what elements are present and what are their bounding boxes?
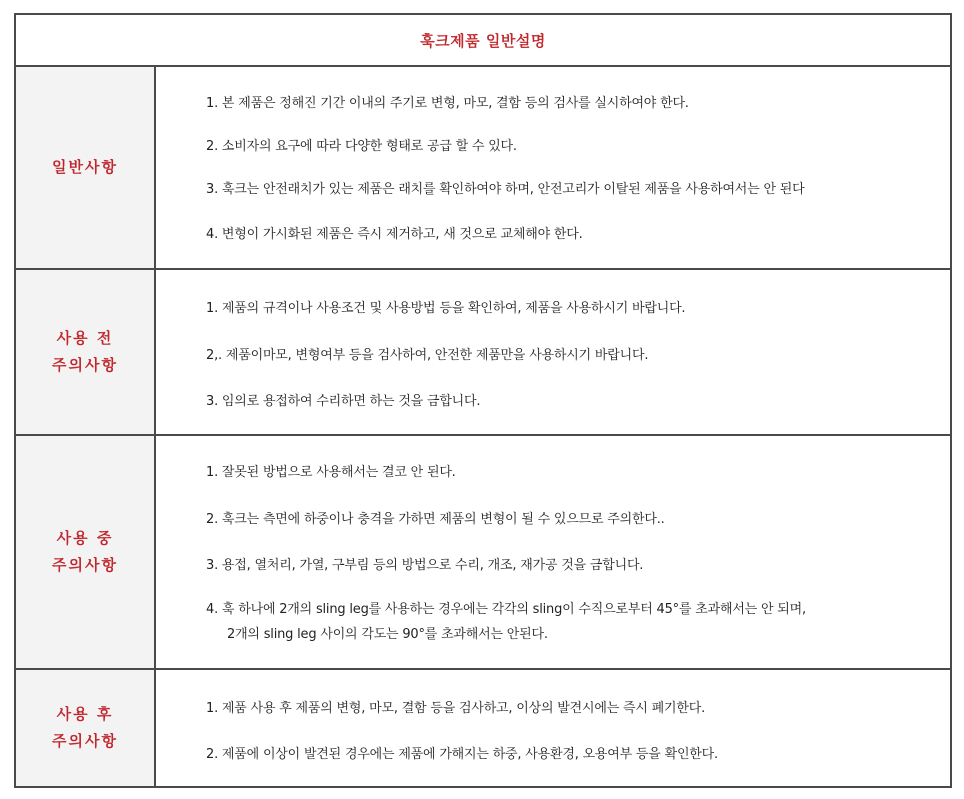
section-label-cell [16, 270, 156, 434]
table-title-row [16, 15, 950, 67]
list-item: 4. 변형이 가시화된 제품은 즉시 제거하고, 새 것으로 교체해야 한다. [206, 227, 583, 242]
list-item: 3. 훅크는 안전래치가 있는 제품은 래치를 확인하여야 하며, 안전고리가 이탈된 제품을 사용하여서는 안 된다 [206, 182, 805, 197]
list-item: 4. 훅 하나에 2개의 sling leg를 사용하는 경우에는 각각의 sling이 수직으로부터 45°를 초과해서는 안 되며, 2개의 sling leg 사이의 각도는 90°를 초과해서는 안된다. [206, 602, 806, 642]
product-info-table [14, 13, 952, 788]
section-label-cell [16, 67, 156, 268]
section-label: 일반사항 [52, 158, 118, 176]
list-item: 1. 제품의 규격이나 사용조건 및 사용방법 등을 확인하여, 제품을 사용하시기 바랍니다. [206, 301, 686, 316]
section-label-cell [16, 436, 156, 668]
section-label-cell [16, 670, 156, 786]
section-label: 사용 중 [56, 529, 114, 547]
list-item: 2,. 제품이마모, 변형여부 등을 검사하여, 안전한 제품만을 사용하시기 바랍니다. [206, 348, 649, 363]
list-item-continuation: 2개의 sling leg 사이의 각도는 90°를 초과해서는 안된다. [227, 627, 548, 642]
list-item: 1. 잘못된 방법으로 사용해서는 결코 안 된다. [206, 465, 456, 480]
section-general [16, 67, 950, 270]
list-item: 2. 제품에 이상이 발견된 경우에는 제품에 가해지는 하중, 사용환경, 오용여부 등을 확인한다. [206, 747, 718, 762]
section-label: 주의사항 [52, 732, 118, 750]
list-item: 1. 본 제품은 정해진 기간 이내의 주기로 변형, 마모, 결함 등의 검사를 실시하여야 한다. [206, 96, 689, 111]
section-after-use [16, 670, 950, 786]
section-before-use [16, 270, 950, 436]
section-label: 사용 전 [56, 329, 114, 347]
list-item: 2. 소비자의 요구에 따라 다양한 형태로 공급 할 수 있다. [206, 139, 517, 154]
section-during-use [16, 436, 950, 670]
list-item: 2. 훅크는 측면에 하중이나 충격을 가하면 제품의 변형이 될 수 있으므로 주의한다.. [206, 512, 665, 527]
section-label: 주의사항 [52, 556, 118, 574]
section-label: 사용 후 [56, 705, 114, 723]
table-title: 훅크제품 일반설명 [420, 31, 546, 50]
section-label: 주의사항 [52, 356, 118, 374]
list-item: 1. 제품 사용 후 제품의 변형, 마모, 결함 등을 검사하고, 이상의 발견시에는 즉시 폐기한다. [206, 701, 706, 716]
list-item: 3. 임의로 용접하여 수리하면 하는 것을 금합니다. [206, 394, 481, 409]
list-item: 3. 용접, 열처리, 가열, 구부림 등의 방법으로 수리, 개조, 재가공 것을 금합니다. [206, 558, 644, 573]
